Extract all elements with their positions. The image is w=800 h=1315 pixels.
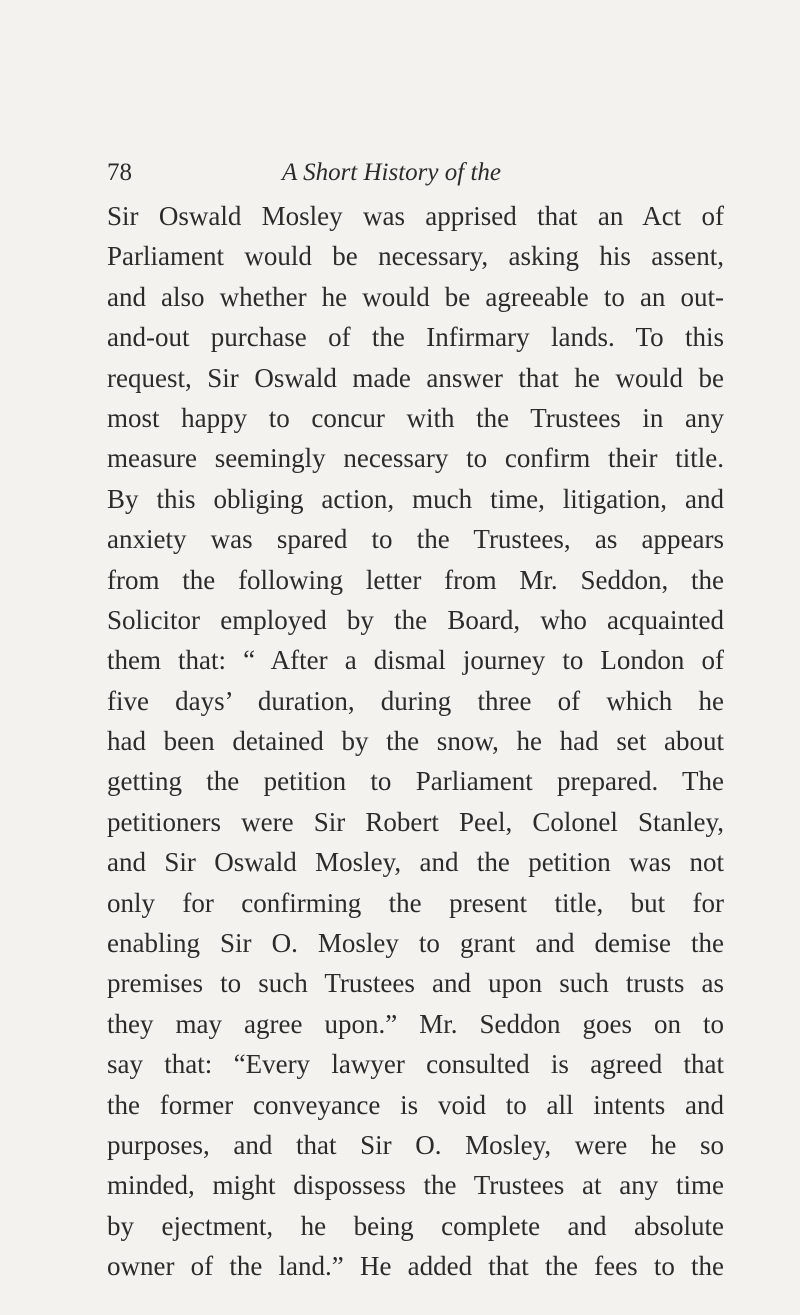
text-line: and also whether he would be agreeable to an out- xyxy=(107,281,724,312)
text-line: minded, might dispossess the Trustees at any time xyxy=(107,1170,724,1201)
text-line: five days’ duration, during three of which he xyxy=(107,685,724,716)
text-line: Solicitor employed by the Board, who acquainted xyxy=(107,604,724,635)
text-line: only for confirming the present title, but for xyxy=(107,887,724,918)
text-line: and-out purchase of the Infirmary lands. To this xyxy=(107,322,724,353)
text-line: premises to such Trustees and upon such trusts as xyxy=(107,968,724,999)
page-number: 78 xyxy=(107,159,132,186)
text-line: By this obliging action, much time, litigation, and xyxy=(107,483,724,514)
text-line: anxiety was spared to the Trustees, as appears xyxy=(107,524,724,555)
text-line: enabling Sir O. Mosley to grant and demise the xyxy=(107,928,724,959)
text-line: Parliament would be necessary, asking his assent, xyxy=(107,241,724,272)
text-line: Sir Oswald Mosley was apprised that an Act of xyxy=(107,201,724,231)
text-line: purposes, and that Sir O. Mosley, were he so xyxy=(107,1129,724,1160)
text-line: and Sir Oswald Mosley, and the petition was not xyxy=(107,847,724,878)
text-line: by ejectment, he being complete and absolute xyxy=(107,1210,724,1241)
text-line: they may agree upon.” Mr. Seddon goes on to xyxy=(107,1008,724,1039)
running-head xyxy=(107,156,707,190)
text-line: request, Sir Oswald made answer that he would be xyxy=(107,362,724,393)
text-line: petitioners were Sir Robert Peel, Colonel Stanley, xyxy=(107,806,724,837)
text-line: them that: “ After a dismal journey to London of xyxy=(107,645,724,676)
body-text xyxy=(107,196,724,1287)
text-line: owner of the land.” He added that the fees to the xyxy=(107,1251,724,1282)
text-line: from the following letter from Mr. Seddon, the xyxy=(107,564,724,595)
text-line: say that: “Every lawyer consulted is agreed that xyxy=(107,1049,724,1080)
text-line: had been detained by the snow, he had set about xyxy=(107,726,724,757)
text-line: most happy to concur with the Trustees in any xyxy=(107,402,724,433)
text-line: getting the petition to Parliament prepared. The xyxy=(107,766,724,797)
text-line: measure seemingly necessary to confirm their title. xyxy=(107,443,724,474)
text-line: the former conveyance is void to all intents and xyxy=(107,1089,724,1120)
running-title: A Short History of the xyxy=(282,159,501,186)
